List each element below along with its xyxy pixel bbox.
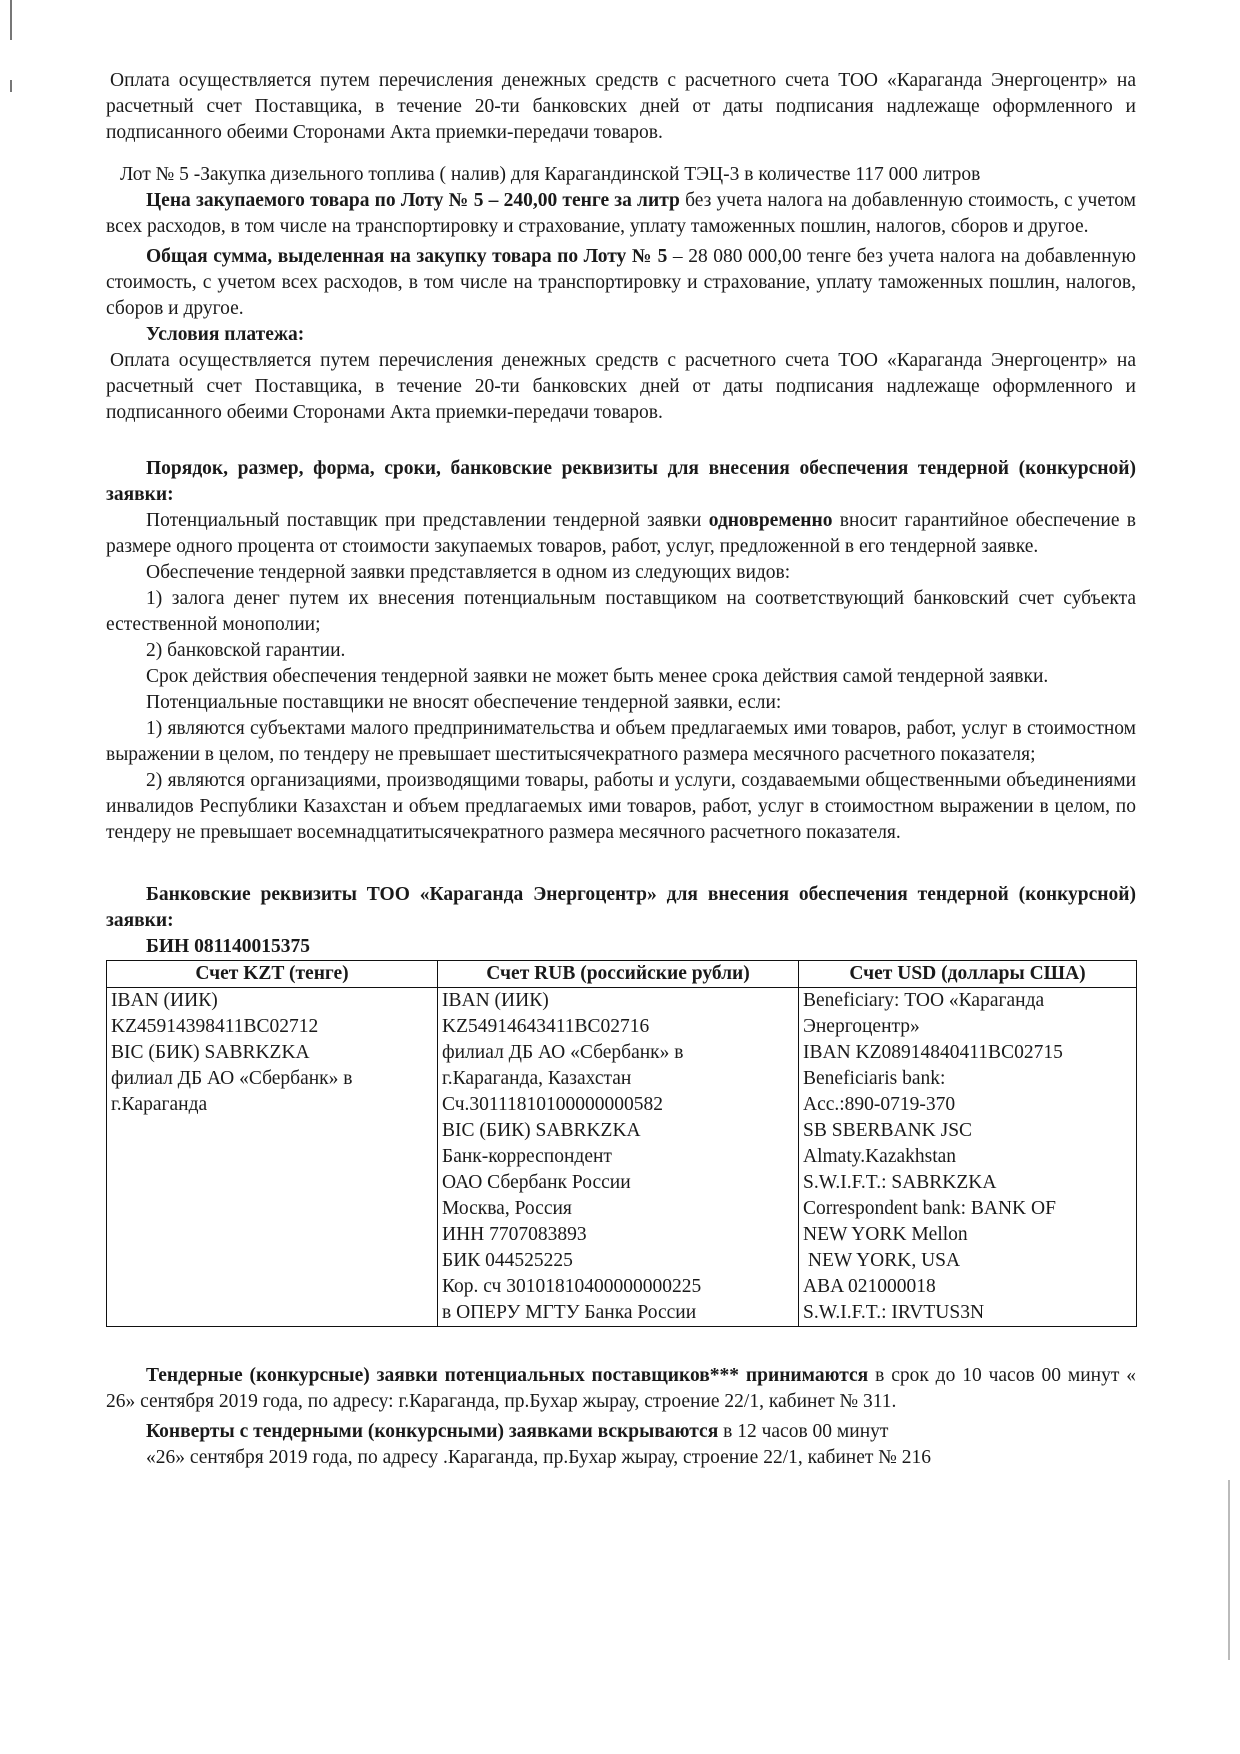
deadline-paragraph	[106, 1363, 1136, 1415]
security-paragraph-3: 1) залога денег путем их внесения потенциальным поставщиком на соответствующий банковский счет субъекта естественной монополии;	[106, 588, 1136, 635]
security-paragraph-8: 2) являются организациями, производящими товары, работы и услуги, создаваемыми общественными объединениями инвалидов Республики Казахстан и объем предлагаемых ими товаров, работ, услуг в стоимостном выражении в целом, по тендеру не превышает восемнадцатитысячекратного размера месячного расчетного показателя.	[106, 770, 1136, 843]
security-paragraph-4: 2) банковской гарантии.	[146, 640, 346, 661]
scan-edge-mark	[10, 80, 12, 92]
cell-line: ABA 021000018	[803, 1276, 936, 1297]
usd-details-cell	[799, 988, 1137, 1327]
cell-line: KZ54914643411BC02716	[442, 1016, 650, 1037]
cell-line: SB SBERBANK JSC	[803, 1120, 973, 1141]
deadline-text: в срок до 10 часов 00 минут « 26» сентября 2019 года, по адресу: г.Караганда, пр.Бухар жырау, строение 22/1, кабинет № 311.	[106, 1365, 1136, 1412]
cell-line: Энергоцентр»	[803, 1016, 920, 1037]
lot5-price-paragraph	[106, 188, 1136, 240]
header-kzt: Счет KZT (тенге)	[107, 961, 438, 988]
security-heading	[106, 456, 1136, 508]
header-usd: Счет USD (доллары США)	[799, 961, 1137, 988]
cell-line: в ОПЕРУ МГТУ Банка России	[442, 1302, 697, 1323]
security-text-bold: одновременно	[708, 510, 833, 531]
lot5-price-label: Цена закупаемого товара по Лоту № 5 – 240,00 тенге за литр	[146, 190, 680, 211]
cell-line: ИНН 7707083893	[442, 1224, 587, 1245]
security-heading-text: Порядок, размер, форма, сроки, банковские реквизиты для внесения обеспечения тендерной (конкурсной) заявки:	[106, 458, 1136, 505]
cell-line: Сч.30111810100000000582	[442, 1094, 663, 1115]
lot5-price-text: без учета налога на добавленную стоимость, с учетом всех расходов, в том числе на транспортировку и страхование, уплату таможенных пошлин, налогов, сборов и другое.	[106, 190, 1137, 237]
security-paragraph-7: 1) являются субъектами малого предпринимательства и объем предлагаемых ими товаров, работ, услуг в стоимостном выражении в целом, по тендеру не превышает шеститысячекратного размера месячного расчетного показателя;	[106, 718, 1136, 765]
rub-details-cell	[438, 988, 799, 1327]
lot5-total-text: – 28 080 000,00 тенге без учета налога на добавленную стоимость, с учетом всех расходов, в том числе на транспортировку и страхование, уплату таможенных пошлин, налогов, сборов и другое.	[106, 246, 1136, 319]
bank-details-table	[106, 960, 1137, 1327]
bank-heading	[106, 882, 1136, 934]
cell-line: Москва, Россия	[442, 1198, 572, 1219]
cell-line: IBAN (ИИК)	[442, 990, 549, 1011]
cell-line: NEW YORK Mellon	[803, 1224, 968, 1245]
cell-line: Beneficiaris bank:	[803, 1068, 946, 1089]
payment-terms-paragraph-2: Оплата осуществляется путем перечисления денежных средств с расчетного счета ТОО «Караганда Энергоцентр» на расчетный счет Поставщика, в течение 20-ти банковских дней от даты подписания надлежаще оформленного и подписанного обеими Сторонами Акта приемки-передачи товаров.	[106, 350, 1136, 423]
cell-line: IBAN (ИИК)	[111, 990, 218, 1011]
cell-line: Банк-корреспондент	[442, 1146, 612, 1167]
cell-line: IBAN KZ08914840411BC02715	[803, 1042, 1063, 1063]
cell-line: БИК 044525225	[442, 1250, 573, 1271]
payment-terms-paragraph: Оплата осуществляется путем перечисления денежных средств с расчетного счета ТОО «Караганда Энергоцентр» на расчетный счет Поставщика, в течение 20-ти банковских дней от даты подписания надлежаще оформленного и подписанного обеими Сторонами Акта приемки-передачи товаров.	[106, 70, 1136, 143]
envelopes-line-2: «26» сентября 2019 года, по адресу .Караганда, пр.Бухар жырау, строение 22/1, кабинет № 216	[146, 1447, 932, 1468]
table-row	[107, 988, 1137, 1327]
security-paragraph-5: Срок действия обеспечения тендерной заявки не может быть менее срока действия самой тендерной заявки.	[146, 666, 1049, 687]
security-text-d: вносит гарантийное обеспечение в размере одного процента от стоимости закупаемых товаров, работ, услуг, предложенной в его тендерной заявке.	[106, 510, 1136, 557]
security-paragraph-1	[106, 508, 1136, 560]
security-text-b: представлении тендерной заявки	[422, 510, 709, 531]
cell-line: Beneficiary: ТОО «Караганда	[803, 990, 1045, 1011]
cell-line: г.Караганда	[111, 1094, 208, 1115]
lot5-total-label: Общая сумма, выделенная на закупку товара по Лоту № 5	[146, 246, 668, 267]
scan-edge-mark	[1228, 1480, 1230, 1660]
cell-line: S.W.I.F.T.: SABRKZKA	[803, 1172, 997, 1193]
table-header-row	[107, 961, 1137, 988]
security-paragraph-6: Потенциальные поставщики не вносят обеспечение тендерной заявки, если:	[146, 692, 782, 713]
cell-line: филиал ДБ АО «Сбербанк» в	[111, 1068, 353, 1089]
deadline-label: Тендерные (конкурсные) заявки потенциальных поставщиков*** принимаются	[146, 1365, 869, 1386]
cell-line: S.W.I.F.T.: IRVTUS3N	[803, 1302, 985, 1323]
cell-line: Кор. сч 30101810400000000225	[442, 1276, 702, 1297]
envelopes-text: в 12 часов 00 минут	[718, 1421, 889, 1442]
cell-line: Acc.:890-0719-370	[803, 1094, 956, 1115]
cell-line: BIC (БИК) SABRKZKA	[111, 1042, 310, 1063]
security-text-a: Потенциальный поставщик при	[146, 510, 423, 531]
cell-line: Almaty.Kazakhstan	[803, 1146, 957, 1167]
lot5-total-paragraph	[106, 244, 1136, 322]
cell-line: KZ45914398411BC02712	[111, 1016, 319, 1037]
lot5-title: Лот № 5 -Закупка дизельного топлива ( налив) для Карагандинской ТЭЦ-3 в количестве 117 000 литров	[120, 164, 981, 185]
envelopes-paragraph	[106, 1419, 1136, 1445]
cell-line: NEW YORK, USA	[803, 1250, 961, 1271]
envelopes-label: Конверты с тендерными (конкурсными) заявками вскрываются	[146, 1421, 719, 1442]
security-paragraph-2: Обеспечение тендерной заявки представляется в одном из следующих видов:	[146, 562, 791, 583]
payment-heading-text: Условия платежа:	[146, 324, 305, 345]
scan-edge-mark	[10, 0, 12, 40]
document-page	[106, 68, 1136, 1471]
header-rub: Счет RUB (российские рубли)	[438, 961, 799, 988]
cell-line: г.Караганда, Казахстан	[442, 1068, 632, 1089]
payment-heading	[106, 322, 1136, 348]
cell-line: BIC (БИК) SABRKZKA	[442, 1120, 641, 1141]
cell-line: Correspondent bank: BANK OF	[803, 1198, 1056, 1219]
cell-line: филиал ДБ АО «Сбербанк» в	[442, 1042, 684, 1063]
bank-heading-text: Банковские реквизиты ТОО «Караганда Энергоцентр» для внесения обеспечения тендерной (конкурсной) заявки:	[106, 884, 1136, 931]
bin-number: БИН 081140015375	[146, 936, 311, 957]
cell-line: ОАО Сбербанк России	[442, 1172, 631, 1193]
kzt-details-cell	[107, 988, 438, 1327]
